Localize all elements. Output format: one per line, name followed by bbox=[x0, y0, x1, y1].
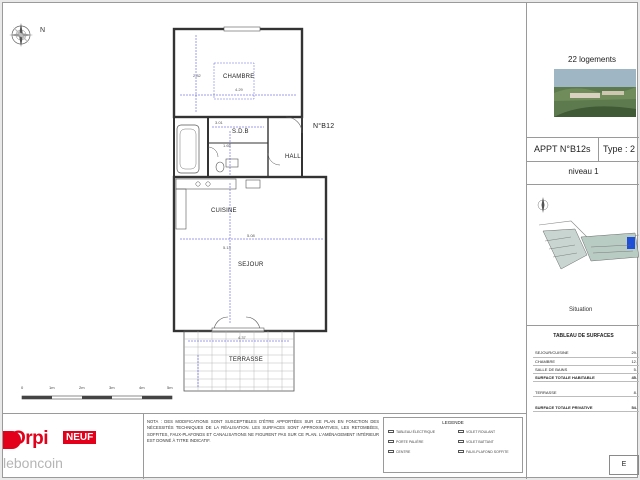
scale-label: 3m bbox=[109, 385, 115, 390]
surface-label: TERRASSE bbox=[533, 381, 625, 396]
room-label-sejour: SEJOUR bbox=[238, 262, 264, 268]
column-divider bbox=[526, 3, 527, 479]
surface-value: 29. bbox=[625, 349, 639, 357]
surface-label: SEJOUR/CUISINE bbox=[533, 349, 625, 357]
room-label-sdb: S.D.B bbox=[232, 129, 249, 135]
legend-item: VOLET BATTANT bbox=[458, 440, 494, 444]
apartment-type: Type : 2 bbox=[603, 144, 636, 154]
surface-label: SURFACE TOTALE PRIVATIVE bbox=[533, 396, 625, 411]
divider bbox=[526, 137, 639, 138]
dimension-label: 4.37 bbox=[238, 335, 246, 340]
compass-north-label: N bbox=[40, 27, 46, 34]
dimension-label: 4.29 bbox=[235, 87, 243, 92]
dimension-label: 3.01 bbox=[215, 120, 223, 125]
project-header bbox=[528, 9, 639, 131]
legend-item: VOLET ROULANT bbox=[458, 430, 495, 434]
surface-table bbox=[533, 349, 639, 412]
surface-label: CHAMBRE bbox=[533, 357, 625, 365]
legend-box bbox=[383, 417, 523, 473]
divider bbox=[143, 413, 144, 479]
surface-value: 5. bbox=[625, 365, 639, 373]
project-title: 22 logements bbox=[568, 55, 617, 64]
legend-item: PORTE PALIÈRE bbox=[388, 440, 424, 444]
surface-value: 8. bbox=[625, 381, 639, 396]
note-text: NOTA : DES MODIFICATIONS SONT SUSCEPTIBLES D'ÊTRE APPORTÉES SUR CE PLAN EN FONCTION DES NÉCESSITÉS TECHNIQUES DE LA RÉALISATION. LES SURFACES SONT APPROXIMATIVES, LES RETOMBÉES, SOFFITES, FAUX-PLAFONDS ET CANALISATIONS NE FIGURENT PAS SUR CE PLAN. L'AMÉNAGEMENT INTÉRIEUR EST DONNÉ À TITRE INDICATIF. bbox=[147, 419, 379, 444]
scale-bar bbox=[21, 387, 177, 401]
table-row bbox=[533, 365, 639, 373]
surface-value: 54. bbox=[625, 396, 639, 411]
situation-label: Situation bbox=[569, 307, 593, 313]
apartment-name: APPT N°B12s bbox=[534, 144, 591, 154]
orpi-brand: Orpi bbox=[11, 428, 49, 449]
scale-label: 1m bbox=[49, 385, 55, 390]
plan-sheet bbox=[2, 2, 638, 478]
dimension-label: 2.82 bbox=[193, 73, 201, 78]
dimension-label: 5.13 bbox=[223, 245, 231, 250]
table-row bbox=[533, 396, 639, 411]
scale-label: 4m bbox=[139, 385, 145, 390]
room-label-chambre: CHAMBRE bbox=[223, 74, 255, 80]
divider bbox=[526, 184, 639, 185]
floor-plan bbox=[168, 23, 328, 405]
situation-map bbox=[531, 191, 639, 291]
divider bbox=[598, 137, 599, 161]
room-label-hall: HALL bbox=[285, 154, 301, 160]
dimension-label: 5.08 bbox=[247, 233, 255, 238]
surface-label: SURFACE TOTALE HABITABLE bbox=[533, 373, 625, 381]
surface-value: 45. bbox=[625, 373, 639, 381]
divider bbox=[526, 325, 639, 326]
door-tag-label: N°B12 bbox=[313, 123, 335, 130]
room-label-terrasse: TERRASSE bbox=[229, 357, 263, 363]
legend-title: LEGENDE bbox=[442, 420, 464, 425]
room-label-cuisine: CUISINE bbox=[211, 208, 237, 214]
orpi-neuf-badge: NEUF bbox=[63, 431, 96, 444]
divider bbox=[526, 161, 639, 162]
legend-item: TABLEAU ÉLECTRIQUE bbox=[388, 430, 435, 434]
footer-index-cell: E bbox=[609, 455, 639, 475]
surface-table-title: TABLEAU DE SURFACES bbox=[553, 333, 614, 339]
scale-label: 5m bbox=[167, 385, 173, 390]
leboncoin-watermark: leboncoin bbox=[3, 455, 63, 471]
scale-label: 2m bbox=[79, 385, 85, 390]
surface-label: SALLE DE BAINS bbox=[533, 365, 625, 373]
divider bbox=[3, 413, 526, 414]
scale-label: 0 bbox=[21, 385, 24, 390]
table-row bbox=[533, 381, 639, 396]
level-label: niveau 1 bbox=[568, 167, 599, 176]
table-row bbox=[533, 357, 639, 365]
dimension-label: 1.65 bbox=[223, 143, 231, 148]
legend-item: CENTRE bbox=[388, 450, 410, 454]
surface-value: 12. bbox=[625, 357, 639, 365]
project-photo bbox=[554, 69, 636, 117]
table-row bbox=[533, 373, 639, 381]
legend-item: FAUX-PLAFOND SOFFITE bbox=[458, 450, 509, 454]
table-row bbox=[533, 349, 639, 357]
